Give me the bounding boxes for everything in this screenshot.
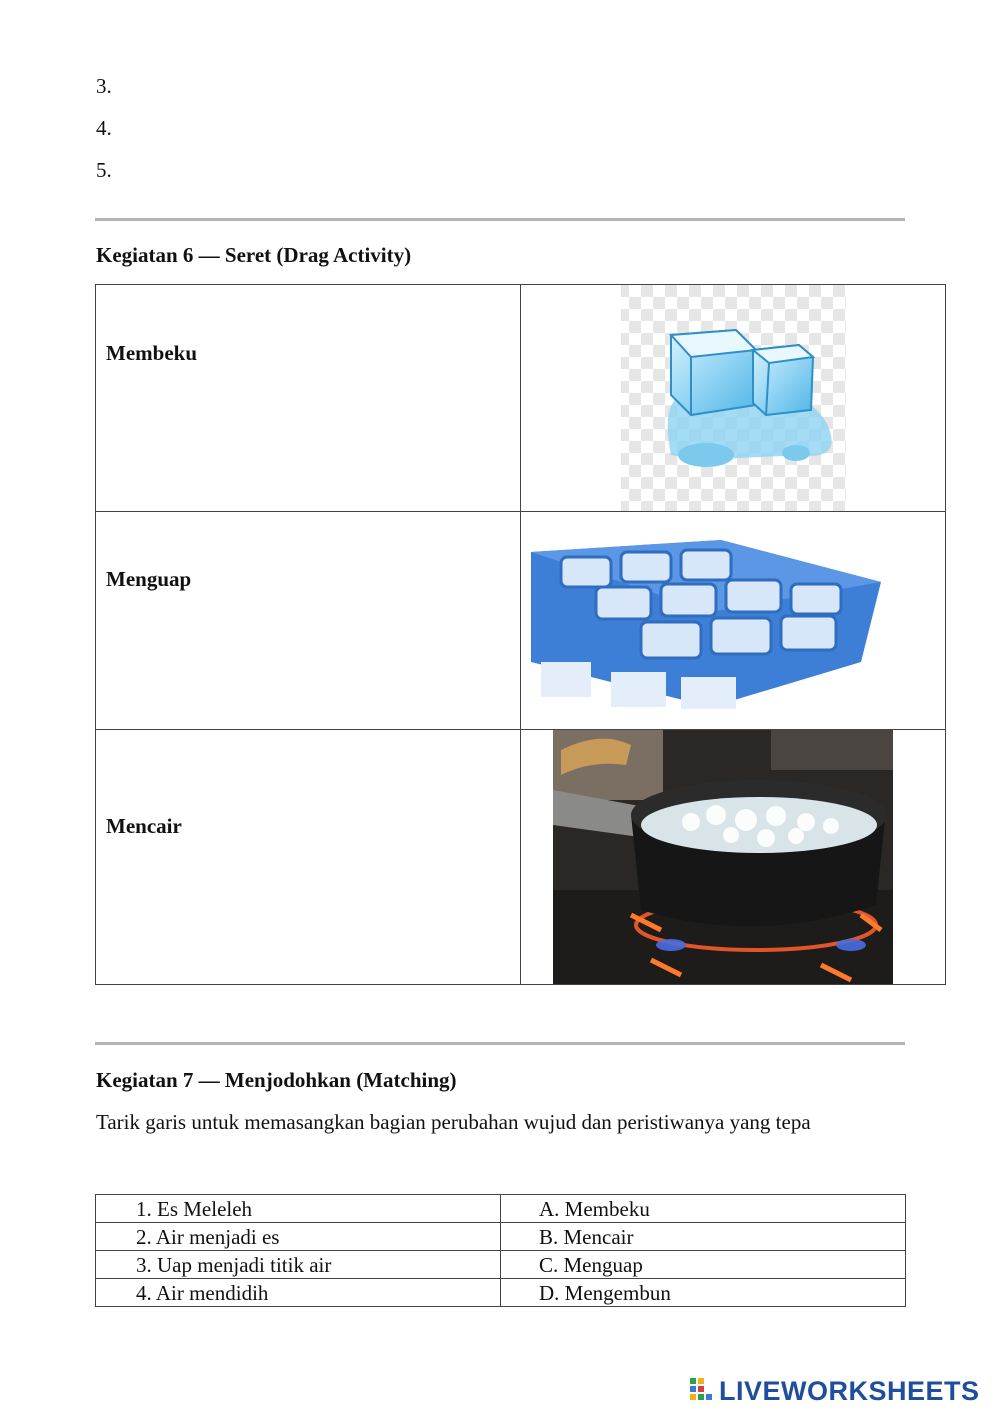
list-number-3: 3. [96,74,112,98]
match-right-item[interactable]: B. Mencair [501,1223,906,1251]
drop-zone-mencair[interactable] [96,730,521,985]
label-membeku: Membeku [106,340,197,365]
match-left-item[interactable]: 1. Es Meleleh [96,1195,501,1223]
liveworksheets-logo-icon [690,1378,716,1404]
section-divider [95,218,905,221]
matching-table [95,1194,906,1307]
drop-zone-membeku[interactable] [96,285,521,512]
match-left-item[interactable]: 3. Uap menjadi titik air [96,1251,501,1279]
ice-tray-image[interactable] [521,512,946,730]
ice-cubes-image[interactable] [521,285,946,512]
list-number-5: 5. [96,158,112,182]
drag-activity-table [95,284,946,985]
activity7-instruction: Tarik garis untuk memasangkan bagian perubahan wujud dan peristiwanya yang tepa [96,1110,811,1134]
activity7-heading: Kegiatan 7 — Menjodohkan (Matching) [96,1068,457,1092]
section-divider-2 [95,1042,905,1045]
drop-zone-menguap[interactable] [96,512,521,730]
match-right-item[interactable]: A. Membeku [501,1195,906,1223]
label-menguap: Menguap [106,567,192,591]
liveworksheets-logo [690,1376,980,1406]
brand-name: LIVEWORKSHEETS [719,1375,980,1406]
boiling-pot-image[interactable] [521,730,946,985]
match-right-item[interactable]: D. Mengembun [501,1279,906,1307]
match-left-item[interactable]: 2. Air menjadi es [96,1223,501,1251]
activity6-heading: Kegiatan 6 — Seret (Drag Activity) [96,243,412,267]
label-mencair: Mencair [106,813,182,838]
list-number-4: 4. [96,116,112,140]
match-right-item[interactable]: C. Menguap [501,1251,906,1279]
match-left-item[interactable]: 4. Air mendidih [96,1279,501,1307]
